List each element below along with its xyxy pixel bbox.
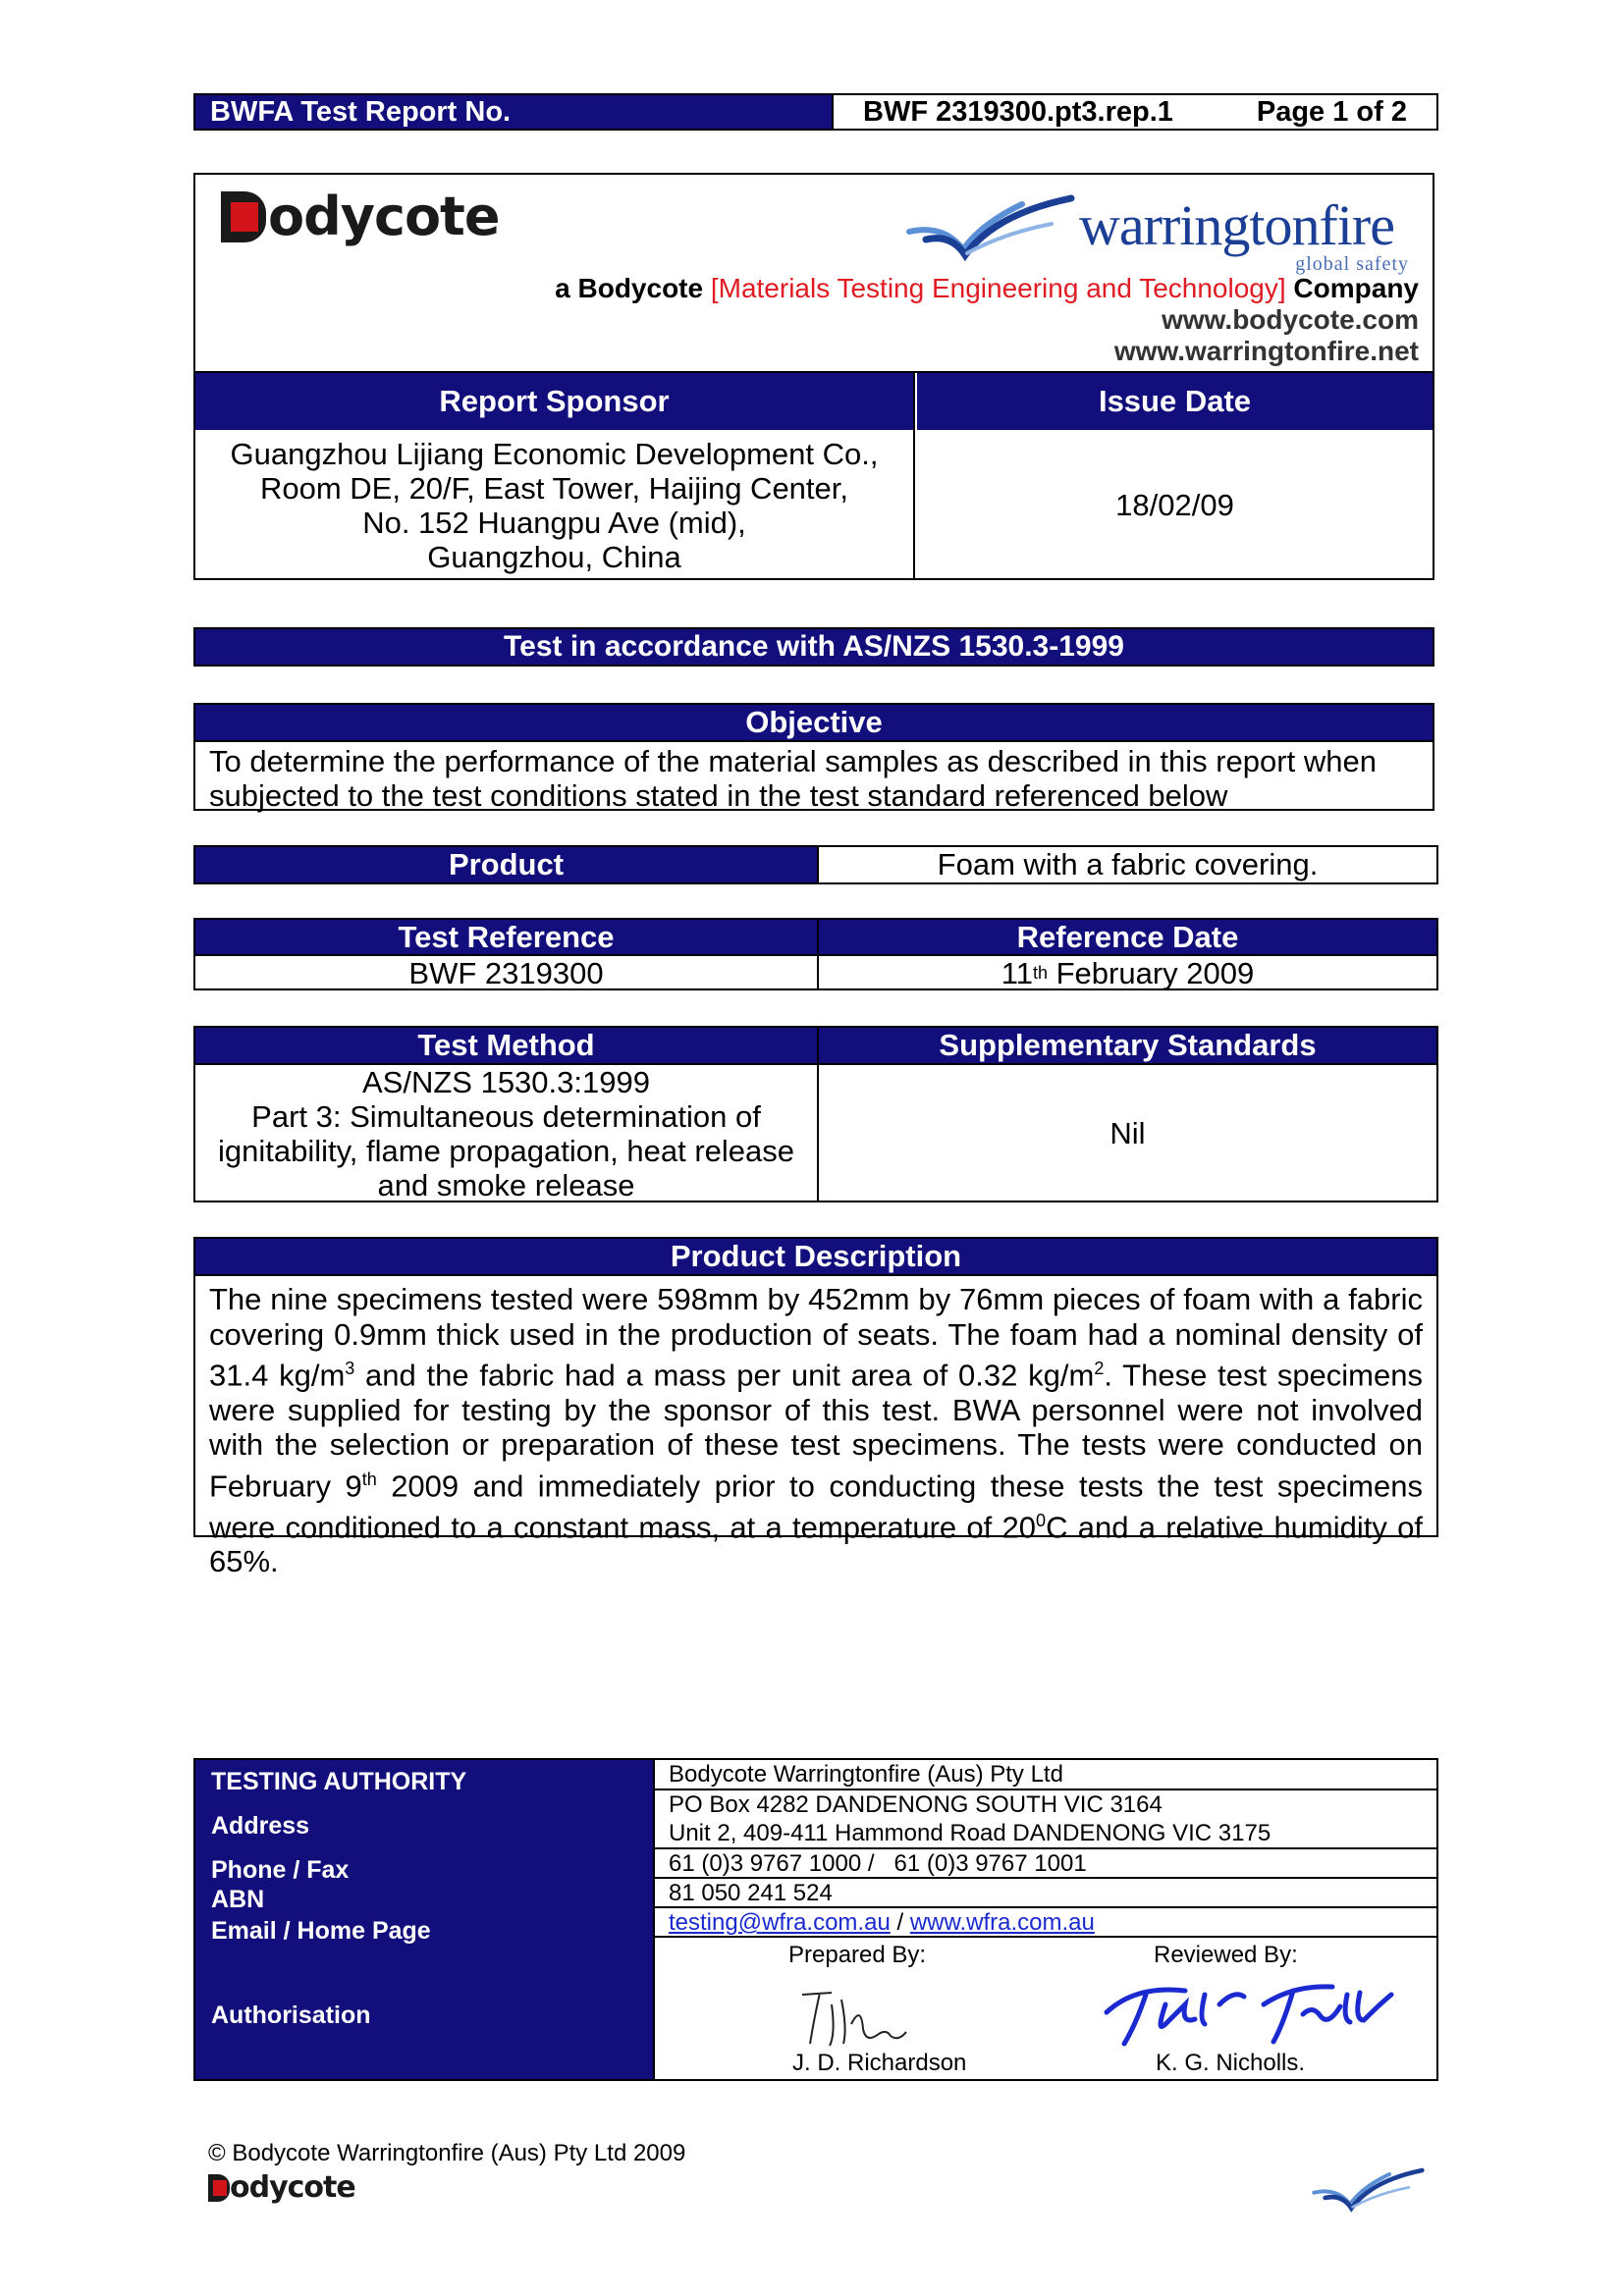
column-divider — [913, 373, 915, 578]
footer-bodycote-logo — [208, 2170, 355, 2205]
company-line-suffix: Company — [1285, 273, 1419, 303]
test-method-line: AS/NZS 1530.3:1999 — [362, 1065, 650, 1099]
objective-header: Objective — [195, 705, 1433, 742]
supplementary-standards-value: Nil — [817, 1065, 1436, 1202]
test-method-value — [195, 1065, 817, 1202]
description-superscript: 2 — [1094, 1359, 1105, 1378]
product-description-text — [195, 1276, 1436, 1585]
test-reference-header: Test Reference — [195, 920, 817, 954]
product-description-box — [193, 1237, 1438, 1579]
footer-bodycote-logo-text: odycote — [230, 2170, 355, 2205]
product-value: Foam with a fabric covering. — [817, 847, 1436, 882]
product-description-header: Product Description — [195, 1239, 1436, 1276]
abn-label: ABN — [211, 1886, 265, 1913]
authority-name: Bodycote Warringtonfire (Aus) Pty Ltd — [655, 1760, 1436, 1790]
product-row — [193, 845, 1438, 884]
company-tagline — [555, 273, 1419, 367]
description-part: The nine specimens tested were 598mm by 452mm by 76mm pieces of foam with a fabric covering 0.9mm thick used in the production of seats. The foam had a nominal density of 31.4 kg/m — [209, 1282, 1423, 1393]
reference-date-suffix: th — [1032, 963, 1048, 983]
test-method-table — [193, 1026, 1438, 1202]
email-home-page-value — [655, 1908, 1436, 1938]
test-method-header: Test Method — [195, 1028, 817, 1063]
prepared-by-signature — [792, 1975, 949, 2054]
bodycote-b-mark-icon — [221, 191, 266, 242]
sponsor-line: Guangzhou, China — [427, 539, 681, 574]
sponsor-address — [195, 432, 913, 578]
report-number: BWF 2319300.pt3.rep.1 — [863, 95, 1173, 128]
testing-authority-label: TESTING AUTHORITY — [211, 1768, 467, 1795]
abn-value: 81 050 241 524 — [655, 1879, 1436, 1908]
description-superscript: 0 — [1036, 1510, 1047, 1530]
description-part: and the fabric had a mass per unit area of 0.32 kg/m — [354, 1358, 1095, 1393]
warringtonfire-swoosh-icon — [904, 194, 1081, 273]
authority-labels — [195, 1760, 653, 2079]
report-number-label: BWFA Test Report No. — [195, 95, 832, 129]
description-superscript: th — [361, 1468, 377, 1489]
phone-fax-label: Phone / Fax — [211, 1856, 350, 1884]
address-line: PO Box 4282 DANDENONG SOUTH VIC 3164 — [669, 1791, 1163, 1818]
address-line: Unit 2, 409-411 Hammond Road DANDENONG VIC 3175 — [669, 1820, 1271, 1846]
objective-box — [193, 703, 1434, 811]
company-line-prefix: a Bodycote — [555, 273, 711, 303]
email-home-page-label: Email / Home Page — [211, 1917, 431, 1945]
company-line-red: [Materials Testing Engineering and Technology] — [710, 273, 1286, 303]
bodycote-logo-text: odycote — [268, 186, 500, 247]
authority-address — [655, 1790, 1436, 1849]
authorisation-area — [655, 1936, 1436, 2079]
description-superscript: 3 — [345, 1359, 355, 1378]
description-part: . These test specimens were supplied for testing by the sponsor of this test. BWA personnel were not involved with the selection or preparation of these test specimens. The tests were conducted on February 9 — [209, 1358, 1423, 1504]
description-part: 2009 and immediately prior to conducting these tests the test specimens were conditioned to a constant mass, at a temperature of 20 — [209, 1468, 1423, 1544]
testing-authority-table — [193, 1758, 1438, 2081]
warringtonfire-tagline: global safety — [1295, 253, 1409, 275]
homepage-link[interactable]: www.wfra.com.au — [909, 1909, 1095, 1936]
report-number-bar — [193, 93, 1438, 131]
prepared-by-label: Prepared By: — [788, 1942, 927, 1968]
footer-bodycote-b-mark-icon — [208, 2174, 230, 2202]
test-method-line: Part 3: Simultaneous determination of — [251, 1099, 761, 1134]
reference-date-day: 11 — [1001, 955, 1033, 990]
test-method-line: and smoke release — [377, 1168, 635, 1202]
warringtonfire-logo-text: warringtonfire — [1079, 193, 1394, 257]
product-header: Product — [195, 847, 817, 882]
sponsor-line: Guangzhou Lijiang Economic Development Co., — [230, 436, 879, 471]
reference-date-header: Reference Date — [817, 920, 1436, 954]
issue-date-header: Issue Date — [917, 373, 1433, 430]
phone-fax-value: 61 (0)3 9767 1000 / 61 (0)3 9767 1001 — [655, 1849, 1436, 1879]
test-standard-banner: Test in accordance with AS/NZS 1530.3-1999 — [193, 627, 1434, 667]
objective-text: To determine the performance of the material samples as described in this report when subjected to the test conditions stated in the test standard referenced below — [209, 744, 1377, 813]
test-method-line: ignitability, flame propagation, heat release — [217, 1134, 795, 1168]
footer-warringtonfire-swoosh-icon — [1311, 2164, 1429, 2223]
bodycote-url[interactable]: www.bodycote.com — [1162, 304, 1419, 335]
copyright-notice: © Bodycote Warringtonfire (Aus) Pty Ltd 2009 — [208, 2140, 686, 2166]
address-label: Address — [211, 1812, 310, 1840]
warringtonfire-url[interactable]: www.warringtonfire.net — [1113, 336, 1419, 366]
authorisation-label: Authorisation — [211, 2002, 371, 2029]
reference-date-value — [817, 956, 1436, 990]
issue-date-value: 18/02/09 — [1115, 487, 1234, 522]
reviewed-by-label: Reviewed By: — [1154, 1942, 1298, 1968]
bodycote-logo — [221, 186, 500, 247]
warringtonfire-logo — [904, 188, 1415, 277]
sponsor-table — [193, 371, 1434, 580]
description-part: C and a relative humidity of 65%. — [209, 1509, 1424, 1579]
page-indicator: Page 1 of 2 — [1256, 95, 1407, 128]
report-number-cell — [832, 95, 1436, 129]
reviewed-by-name: K. G. Nicholls. — [1156, 2050, 1306, 2076]
test-reference-table — [193, 918, 1438, 990]
test-reference-value: BWF 2319300 — [408, 955, 604, 990]
reviewed-by-signature — [1097, 1965, 1421, 2054]
link-separator: / — [890, 1909, 910, 1936]
prepared-by-name: J. D. Richardson — [792, 2050, 967, 2076]
authority-values — [653, 1760, 1436, 2079]
report-sponsor-header: Report Sponsor — [195, 373, 913, 430]
sponsor-line: No. 152 Huangpu Ave (mid), — [362, 505, 746, 540]
branding-box — [193, 173, 1434, 373]
supplementary-standards-header: Supplementary Standards — [817, 1028, 1436, 1063]
reference-date-rest: February 2009 — [1047, 955, 1255, 990]
email-link[interactable]: testing@wfra.com.au — [669, 1909, 891, 1936]
sponsor-line: Room DE, 20/F, East Tower, Haijing Center, — [259, 470, 849, 506]
